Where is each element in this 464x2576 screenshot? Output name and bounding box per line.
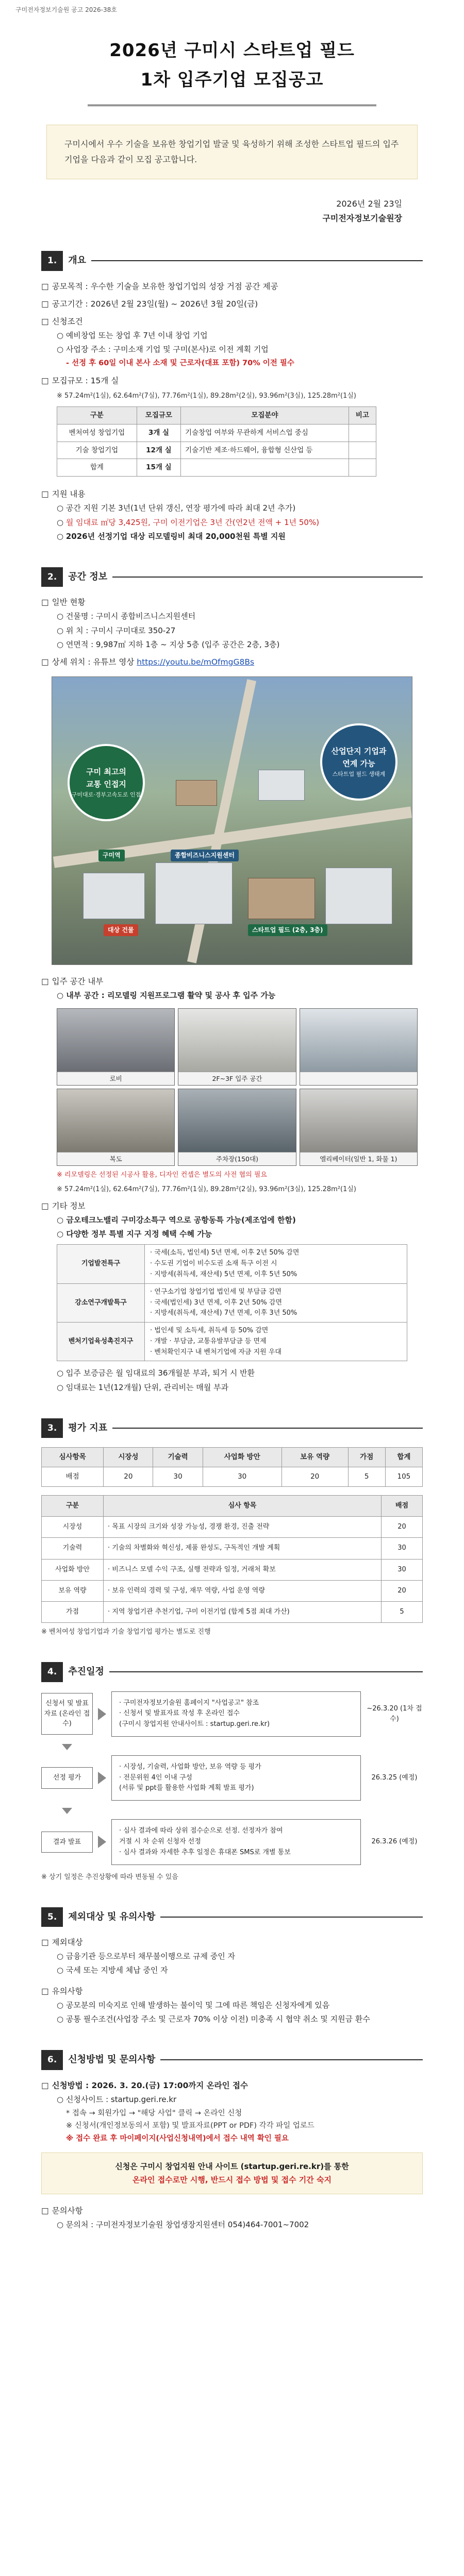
support-1: ○ 공간 지원 기본 3년(1년 단위 갱신, 연장 평가에 따라 최대 2년 추가) — [57, 503, 296, 513]
section-title: 추진일정 — [68, 1666, 104, 1677]
checkbox-icon: □ — [41, 1201, 49, 1211]
checkbox-icon: □ — [41, 2206, 49, 2216]
section-heading — [41, 251, 423, 270]
section-title: 제외대상 및 유의사항 — [68, 1911, 156, 1923]
arrow-right-icon — [98, 1708, 106, 1720]
zone-benefits: · 법인세 및 소득세, 취득세 등 50% 감면 · 개발 · 부담금, 교통유발부담금 등 면제 · 벤처확인지구 내 벤처기업에 자금 지원 우대 — [145, 1323, 407, 1361]
photo-parking: 주차장(150대) — [178, 1089, 296, 1166]
section-number: 1. — [41, 251, 63, 270]
photo-office-2 — [300, 1008, 418, 1086]
schedule-step — [41, 1819, 423, 1865]
general-item: □ 일반 현황 — [41, 598, 86, 607]
other-item: □ 기타 정보 — [41, 1201, 86, 1211]
building — [83, 873, 145, 919]
schedule-flow — [41, 1691, 423, 1865]
section-rule — [91, 260, 423, 261]
table-header-row: 심사항목 시장성 기술력 사업화 방안 보유 역량 가점 합계 — [42, 1448, 423, 1467]
eligibility-3: - 선정 후 60일 이내 본사 소재 및 근로자(대표 포함) 70% 이전 필수 — [66, 359, 294, 368]
apply-warning: ※ 접수 완료 후 마이페이지(사업신청내역)에서 접수 내역 확인 필요 — [66, 2134, 289, 2143]
table-row — [57, 424, 376, 442]
table-cell — [349, 442, 376, 459]
table-row — [57, 459, 376, 477]
inside-sub: ○ 내부 공간 : 리모델링 지원프로그램 활약 및 공사 후 입주 가능 — [57, 991, 276, 1001]
building — [176, 780, 217, 806]
table-row: 배점 20 30 30 20 5 105 — [42, 1467, 423, 1487]
intro-box: 구미시에서 우수 기술을 보유한 창업기업 발굴 및 육성하기 위해 조성한 스타트업 필드의 입주기업을 다음과 같이 모집 공고합니다. — [46, 125, 418, 179]
other-4: ○ 임대료는 1년(12개월) 단위, 관리비는 매월 부과 — [57, 1382, 229, 1392]
exclusion-1: ○ 금융기관 등으로부터 채무불이행으로 규제 중인 자 — [57, 1952, 235, 1961]
step-date: ~26.3.20 (1차 접수) — [367, 1704, 422, 1723]
arrow-right-icon — [98, 1772, 106, 1784]
step-name: 선정 평가 — [41, 1767, 93, 1789]
general-1: ○ 건물명 : 구미시 종합비즈니스지원센터 — [57, 612, 196, 621]
section-number: 6. — [41, 2050, 63, 2070]
apply-item: □ 신청방법 : 2026. 3. 20.(금) 17:00까지 온라인 접수 — [41, 2080, 248, 2090]
scale-note: ※ 57.24m²(1실), 62.64m²(7실), 77.76m²(1실), 89.28m²(2실), 93.96m²(3실), 125.28m²(1실) — [57, 392, 357, 400]
exclusion-item: □ 제외대상 — [41, 1938, 83, 1947]
inside-item: □ 입주 공간 내부 — [41, 977, 104, 987]
photo-note: ※ 리모델링은 선정된 시공사 활용, 디자인 컨셉은 별도의 사전 협의 필요 — [57, 1171, 267, 1179]
other-1: ○ 금오테크노밸리 구미강소특구 역으로 공항동특 가능(제조업에 한함) — [57, 1215, 296, 1225]
map-tag: 대상 건물 — [104, 924, 138, 936]
eligibility-1: ○ 예비창업 또는 창업 후 7년 이내 창업 기업 — [57, 330, 208, 340]
checkbox-icon: □ — [41, 657, 49, 667]
industry-callout: 산업단지 기업과 연계 가능 스타트업 필드 생태계 — [320, 723, 397, 801]
step-date: 26.3.26 (예정) — [371, 1838, 418, 1846]
checkbox-icon: □ — [41, 316, 49, 326]
support-2: ○ 월 임대료 ㎡당 3,425원, 구미 이전기업은 3년 간(연2년 전액 + 1년 50%) — [57, 517, 320, 527]
map-tag: 구미역 — [98, 850, 125, 861]
table-header-row — [57, 406, 376, 424]
table-cell: 기술창업 여부와 무관하게 서비스업 중심 — [181, 424, 349, 442]
section-number: 3. — [41, 1418, 63, 1438]
section-heading — [41, 1662, 423, 1682]
table-row: 가점 · 지역 창업기관 추천기업, 구미 이전기업 (합계 5점 최대 가산) 5 — [42, 1601, 423, 1622]
eligibility-2: ○ 사업장 주소 : 구미소재 기업 및 구미(본사)로 이전 계획 기업 — [57, 344, 269, 354]
photo-note-2: ※ 57.24m²(1실), 62.64m²(7실), 77.76m²(1실), 89.28m²(2실), 93.96m²(3실), 125.28m²(1실) — [57, 1185, 357, 1193]
table-row — [57, 1245, 407, 1283]
section-title: 평가 지표 — [68, 1422, 108, 1434]
apply-flow: * 접속 → 회원가입 → "해당 사업" 클릭 → 온라인 신청 — [66, 2109, 242, 2117]
table-header-row: 구분 심사 항목 배점 — [42, 1496, 423, 1517]
support-item: □ 지원 내용 — [41, 489, 86, 499]
zone-name: 벤처기업육성촉진지구 — [57, 1323, 145, 1361]
zone-name: 강소연구개발특구 — [57, 1283, 145, 1322]
checkbox-icon: □ — [41, 299, 49, 309]
period-item: □ 공고기간 : 2026년 2월 23일(월) ~ 2026년 3월 20일(금) — [41, 299, 258, 309]
step-description: · 시장성, 기술력, 사업화 방안, 보유 역량 등 평가 · 전문위원 4인 이내 구성 (서류 및 ppt를 활용한 사업화 계획 발표 평가) — [111, 1755, 361, 1801]
checkbox-icon: □ — [41, 281, 49, 291]
checkbox-icon: □ — [41, 489, 49, 499]
table-cell — [349, 424, 376, 442]
section-space-info — [0, 567, 464, 1394]
special-zone-table — [57, 1244, 407, 1361]
table-cell: 합계 — [57, 459, 137, 477]
eligibility-item: □ 신청조건 — [41, 316, 83, 326]
section-schedule — [0, 1662, 464, 1883]
step-date: 26.3.25 (예정) — [371, 1774, 418, 1782]
application-notice-box: 신청은 구미시 창업지원 안내 사이트 (startup.geri.re.kr)를 통한 온라인 접수로만 시행, 반드시 접수 방법 및 접수 기간 숙지 — [41, 2153, 423, 2194]
section-heading — [41, 1418, 423, 1438]
general-3: ○ 연면적 : 9,987㎡ 지하 1층 ~ 지상 5층 (입주 공간은 2층, 3층) — [57, 639, 280, 649]
apply-site: ○ 신청사이트 : startup.geri.re.kr — [57, 2094, 177, 2104]
building — [155, 862, 233, 924]
apply-note: ※ 신청서(개인정보동의서 포함) 및 발표자료(PPT or PDF) 각각 파일 업로드 — [66, 2122, 314, 2130]
arrow-right-icon — [98, 1836, 106, 1848]
general-2: ○ 위 치 : 구미시 구미대로 350-27 — [57, 625, 176, 635]
table-cell: 벤처여성 창업기업 — [57, 424, 137, 442]
purpose-item: □ 공모목적 : 우수한 기술을 보유한 창업기업의 성장 거점 공간 제공 — [41, 281, 278, 291]
other-2: ○ 다양한 정부 특별 지구 지정 혜택 수혜 가능 — [57, 1229, 212, 1239]
contact-item: □ 문의사항 — [41, 2206, 83, 2216]
schedule-note: ※ 상기 일정은 추진상황에 따라 변동될 수 있음 — [41, 1873, 178, 1881]
section-heading — [41, 2050, 423, 2070]
checkbox-icon: □ — [41, 2080, 49, 2090]
youtube-link[interactable]: https://youtu.be/mOfmgG8Bs — [137, 657, 255, 667]
table-row: 보유 역량 · 보유 인력의 경력 및 구성, 재무 역량, 사업 운영 역량 20 — [42, 1580, 423, 1601]
section-exclusions — [0, 1907, 464, 2025]
transport-callout: 구미 최고의 교통 인접지 구미대로·경부고속도로 인접 — [68, 744, 145, 821]
table-row: 기술력 · 기술의 차별화와 혁신성, 제품 완성도, 구독적인 개발 계획 30 — [42, 1538, 423, 1559]
support-3: ○ 2026년 선정기업 대상 리모델링비 최대 20,000천원 특별 지원 — [57, 531, 286, 541]
title-line-1: 2026년 구미시 스타트업 필드 — [109, 40, 355, 61]
map-tag: 스타트업 필드 (2층, 3층) — [248, 924, 327, 936]
section-title: 신청방법 및 문의사항 — [68, 2054, 156, 2065]
section-rule — [109, 1671, 423, 1672]
arrow-down-icon — [62, 1744, 72, 1750]
section-overview — [0, 251, 464, 543]
photo-office: 2F~3F 입주 공간 — [178, 1008, 296, 1086]
scale-item: □ 모집규모 : 15개 실 — [41, 376, 119, 385]
other-3: ○ 입주 보증금은 월 임대료의 36개월분 부과, 퇴거 시 반환 — [57, 1368, 255, 1378]
section-rule — [112, 1428, 423, 1429]
title-line-2: 1차 입주기업 모집공고 — [140, 69, 324, 90]
checkbox-icon: □ — [41, 1986, 49, 1996]
table-cell: 12개 실 — [137, 442, 180, 459]
announcement-number: 구미전자정보기술원 공고 2026-38호 — [15, 6, 117, 13]
title-divider — [88, 105, 376, 106]
section-rule — [160, 2059, 423, 2060]
table-cell — [181, 459, 349, 477]
issuing-organization: 구미전자정보기술원장 — [322, 213, 402, 224]
caution-item: □ 유의사항 — [41, 1986, 83, 1996]
map-tag: 종합비즈니스지원센터 — [171, 850, 239, 861]
step-name: 결과 발표 — [41, 1832, 93, 1853]
table-cell: 3개 실 — [137, 424, 180, 442]
table-cell: 기술 창업기업 — [57, 442, 137, 459]
step-description: · 구미전자정보기술원 홈페이지 "사업공고" 참조 · 신청서 및 발표자료 작성 후 온라인 접수 (구미시 창업지원 안내사이트 : startup.geri.re.kr) — [111, 1691, 361, 1737]
recruitment-table — [57, 406, 376, 477]
table-cell: 15개 실 — [137, 459, 180, 477]
caution-2: ○ 공통 필수조건(사업장 주소 및 근로자 70% 이상 이전) 미충족 시 협약 취소 및 지원금 환수 — [57, 2014, 370, 2024]
checkbox-icon: □ — [41, 598, 49, 607]
announcement-date: 2026년 2월 23일 — [336, 198, 402, 209]
section-heading — [41, 1907, 423, 1927]
section-number: 5. — [41, 1907, 63, 1927]
zone-benefits: · 국세(소득, 법인세) 5년 면제, 이후 2년 50% 감면 · 수도권 기업이 비수도권 소재 특구 이전 시 · 지방세(취득세, 재산세) 5년 면제, 이후 5년 50% — [145, 1245, 407, 1283]
section-title: 공간 정보 — [68, 571, 108, 583]
schedule-step — [41, 1691, 423, 1737]
contact-info: ○ 문의처 : 구미전자정보기술원 창업생장지원센터 054)464-7001~7002 — [57, 2220, 309, 2230]
table-header: 구분 — [57, 406, 137, 424]
interior-photos — [57, 1008, 418, 1166]
photo-lobby: 로비 — [57, 1008, 175, 1086]
table-header: 비고 — [349, 406, 376, 424]
arrow-down-icon — [62, 1808, 72, 1814]
section-title: 개요 — [68, 255, 87, 266]
table-row: 시장성 · 목표 시장의 크기와 성장 가능성, 경쟁 환경, 진출 전략 20 — [42, 1517, 423, 1538]
table-row — [57, 1283, 407, 1322]
aerial-view — [52, 677, 412, 964]
photo-corridor: 복도 — [57, 1089, 175, 1166]
schedule-step — [41, 1755, 423, 1801]
step-name: 신청서 및 발표자료 (온라인 접수) — [41, 1693, 93, 1735]
exclusion-2: ○ 국세 또는 지방세 체납 중인 자 — [57, 1965, 168, 1975]
table-row: 사업화 방안 · 비즈니스 모델 수익 구조, 실행 전략과 일정, 거래처 확보 30 — [42, 1559, 423, 1580]
photo-elevator: 엘리베이터(일반 1, 화물 1) — [300, 1089, 418, 1166]
building — [248, 878, 315, 919]
score-detail-table — [41, 1495, 423, 1623]
section-evaluation — [0, 1418, 464, 1637]
document-title — [0, 18, 464, 93]
zone-benefits: · 연구소기업 창업기업 법인세 및 부담금 감면 · 국세(법인세) 3년 면제, 이후 2년 50% 감면 · 지방세(취득세, 재산세) 7년 면제, 이후 3년 50% — [145, 1283, 407, 1322]
checkbox-icon: □ — [41, 1938, 49, 1947]
score-summary-table — [41, 1447, 423, 1487]
table-cell: 기술기반 제조·하드웨어, 융합형 신산업 등 — [181, 442, 349, 459]
table-row — [57, 1323, 407, 1361]
building — [258, 770, 305, 801]
table-header: 모집분야 — [181, 406, 349, 424]
detail-item: □ 상세 위치 : 유튜브 영상 https://youtu.be/mOfmgG8Bs — [41, 657, 255, 667]
section-rule — [112, 577, 423, 578]
dateline — [0, 179, 464, 227]
table-cell — [349, 459, 376, 477]
caution-1: ○ 공모분의 미숙지로 인해 발생하는 불이익 및 그에 따른 책임은 신청자에게 있음 — [57, 2000, 330, 2010]
building — [325, 868, 392, 924]
checkbox-icon: □ — [41, 376, 49, 385]
location-map-image — [52, 676, 412, 965]
checkbox-icon: □ — [41, 977, 49, 987]
table-row — [57, 442, 376, 459]
section-rule — [160, 1917, 423, 1918]
evaluation-note: ※ 벤처여성 창업기업과 기술 창업기업 평가는 별도로 진행 — [41, 1628, 211, 1636]
section-heading — [41, 567, 423, 587]
table-header: 모집규모 — [137, 406, 180, 424]
section-number: 2. — [41, 567, 63, 587]
section-number: 4. — [41, 1662, 63, 1682]
step-description: · 심사 결과에 따라 상위 점수순으로 선정. 선정자가 참여 거절 시 차 순위 신청자 선정 · 심사 결과와 자세한 추후 일정은 휴대폰 SMS로 개별 통보 — [111, 1819, 361, 1865]
section-application — [0, 2050, 464, 2231]
zone-name: 기업발전특구 — [57, 1245, 145, 1283]
